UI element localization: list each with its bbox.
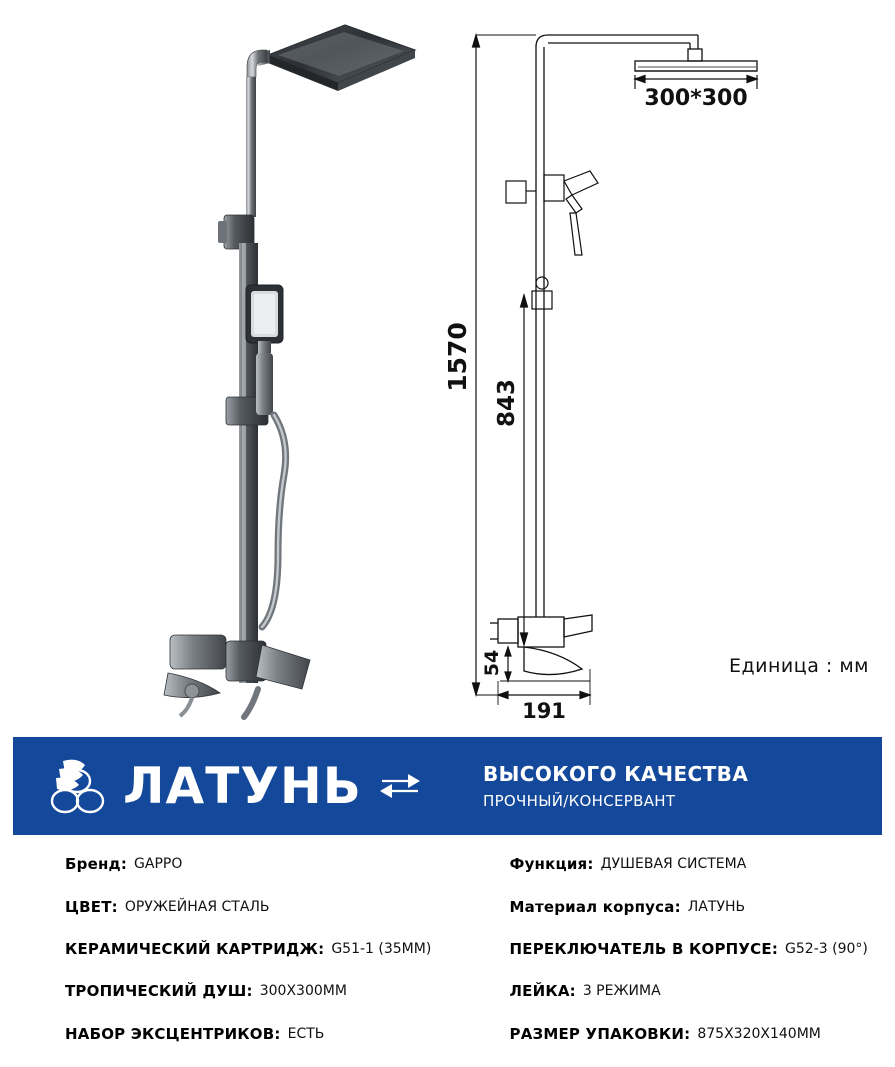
exchange-arrows-icon	[376, 769, 424, 803]
spec-label: ТРОПИЧЕСКИЙ ДУШ:	[65, 982, 253, 1001]
spec-value: ОРУЖЕЙНАЯ СТАЛЬ	[124, 898, 270, 915]
dim-head-size: 300*300	[644, 86, 748, 111]
dim-total-height: 1570	[443, 322, 472, 392]
spec-label: ЛЕЙКА:	[509, 982, 576, 1001]
spec-row	[448, 843, 883, 885]
spec-row	[13, 843, 448, 885]
banner-right-group	[483, 762, 748, 810]
dim-bar-height: 843	[494, 378, 520, 428]
spec-label: Функция:	[509, 855, 594, 874]
product-photo	[150, 5, 480, 725]
shower-arm	[246, 50, 270, 217]
mixer-lever	[256, 645, 310, 689]
technical-drawing	[440, 5, 870, 725]
spec-row	[448, 1013, 883, 1055]
spec-value: ЛАТУНЬ	[687, 898, 746, 915]
spec-row	[13, 928, 448, 970]
spec-value: GAPPO	[134, 856, 183, 873]
material-banner	[13, 737, 882, 835]
unit-label: Единица : мм	[729, 655, 869, 677]
dim-spout-length: 191	[522, 699, 566, 723]
spec-value: G52-3 (90°)	[785, 940, 868, 957]
spec-label: Бренд:	[65, 855, 128, 874]
quality-subtitle: ПРОЧНЫЙ/КОНСЕРВАНТ	[483, 792, 676, 810]
spec-row	[13, 885, 448, 927]
spec-label: КЕРАМИЧЕСКИЙ КАРТРИДЖ:	[65, 939, 325, 958]
spec-row	[448, 970, 883, 1012]
quality-title: ВЫСОКОГО КАЧЕСТВА	[483, 762, 749, 786]
spec-row	[448, 928, 883, 970]
spec-label: ЦВЕТ:	[65, 897, 118, 916]
dim-spout-height: 54	[481, 649, 503, 677]
spec-value: 3 РЕЖИМА	[582, 983, 661, 1000]
spec-label: РАЗМЕР УПАКОВКИ:	[509, 1024, 691, 1043]
spec-value: 300X300ММ	[259, 983, 347, 1000]
spec-value: G51-1 (35ММ)	[331, 940, 432, 957]
mixer-body	[164, 635, 310, 716]
spec-row	[13, 1013, 448, 1055]
spec-value: ЕСТЬ	[287, 1025, 325, 1042]
spec-row	[448, 885, 883, 927]
spec-value: 875X320X140ММ	[697, 1025, 821, 1042]
specs-table	[13, 843, 882, 1055]
banner-left-group	[13, 755, 483, 817]
material-word: ЛАТУНЬ	[123, 757, 362, 815]
spec-label: ПЕРЕКЛЮЧАТЕЛЬ В КОРПУСЕ:	[509, 939, 779, 958]
spec-value: ДУШЕВАЯ СИСТЕМА	[600, 856, 747, 873]
spec-row	[13, 970, 448, 1012]
brass-pipes-icon	[43, 755, 115, 817]
rain-shower-head	[268, 25, 415, 91]
spec-label: Материал корпуса:	[509, 897, 681, 916]
spec-label: НАБОР ЭКСЦЕНТРИКОВ:	[65, 1024, 281, 1043]
